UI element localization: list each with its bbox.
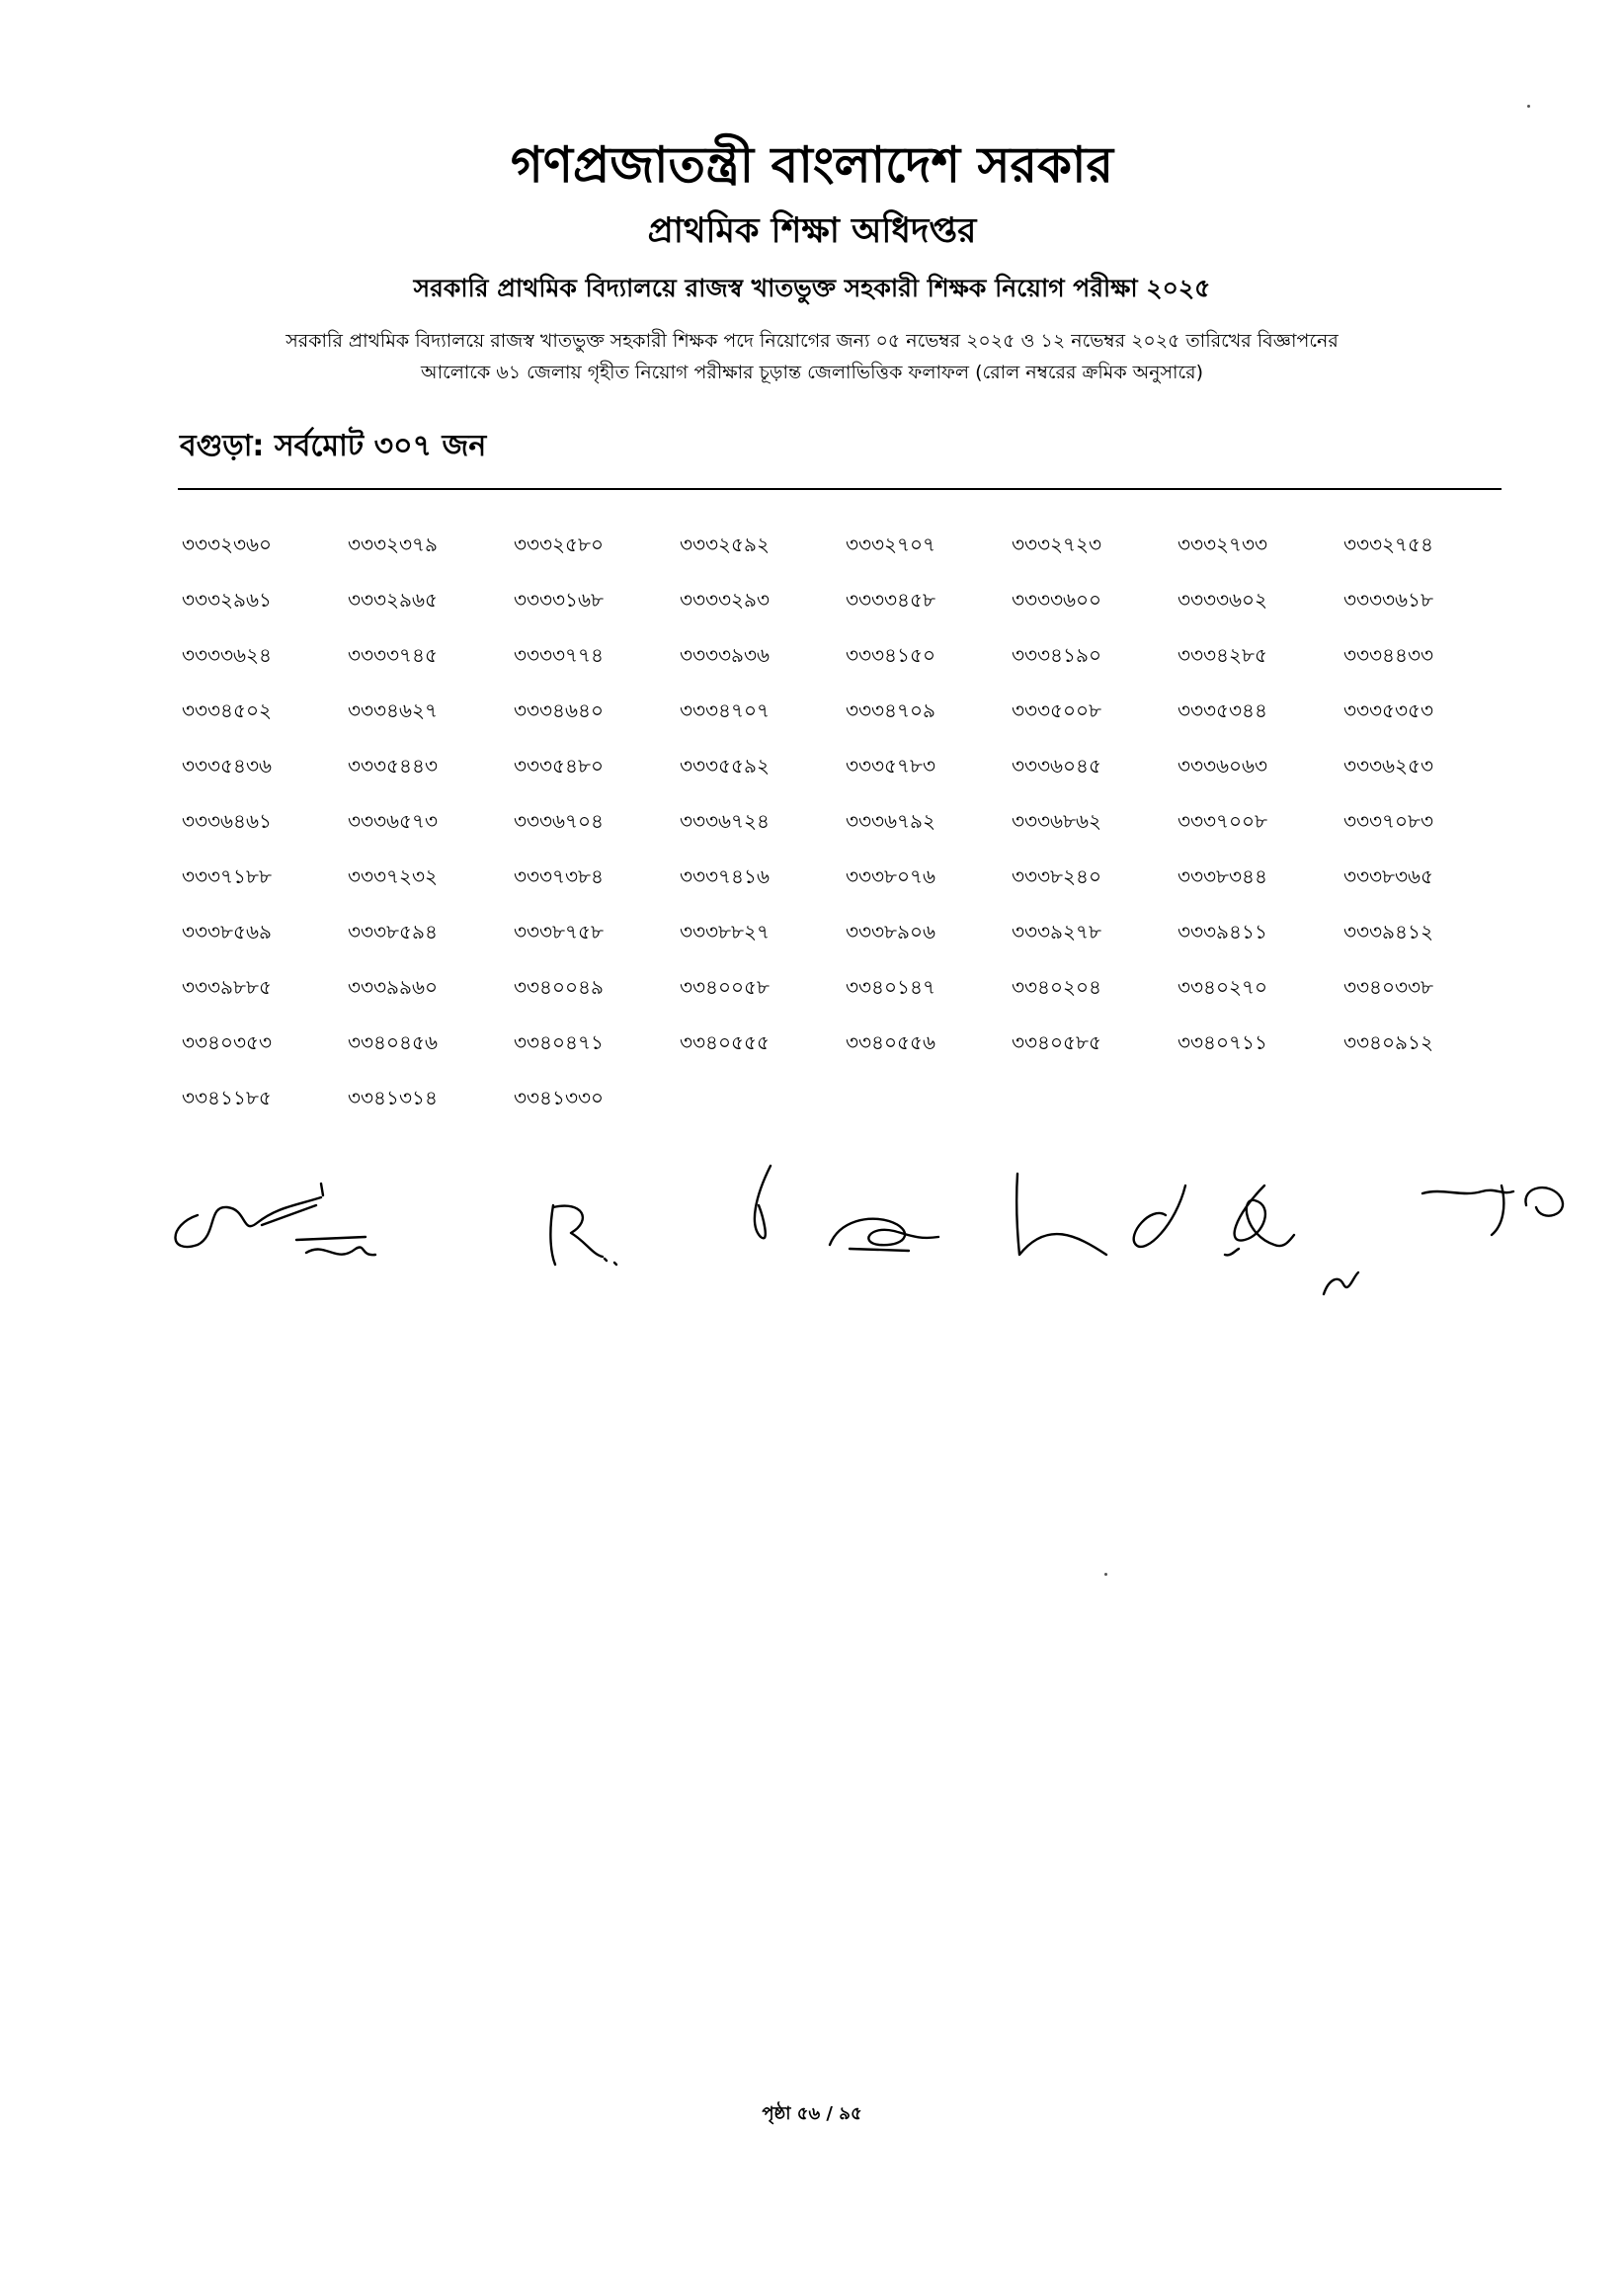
result-description-line-1: সরকারি প্রাথমিক বিদ্যালয়ে রাজস্ব খাতভুক্ত সহকারী শিক্ষক পদে নিয়োগের জন্য ০৫ নভেম্বর ২০২৫ ও ১২ নভেম্বর ২০২৫ তারিখের বিজ্ঞাপনের	[285, 330, 1339, 352]
roll-number: ৩৩৩৬০৬৩	[1177, 754, 1268, 778]
roll-number: ৩৩৩৮৭৫৮	[514, 920, 604, 943]
roll-number: ৩৩৩৩৬০০	[1012, 588, 1102, 612]
roll-number: ৩৩৩৩২৯৩	[680, 588, 771, 612]
roll-number: ৩৩৩৮৯০৬	[846, 920, 935, 943]
roll-number: ৩৩৩৩৬১৮	[1343, 588, 1433, 612]
roll-number: ৩৩৩৪১৫০	[846, 643, 935, 667]
roll-number: ৩৩৩৫৪৪৩	[348, 754, 438, 778]
district-heading: বগুড়া: সর্বমোট ৩০৭ জন	[180, 429, 487, 463]
roll-number: ৩৩৩২৭২৩	[1012, 533, 1102, 556]
roll-number: ৩৩৩২৫৯২	[680, 533, 770, 556]
roll-number: ৩৩৩৯২৭৮	[1012, 920, 1101, 943]
roll-number: ৩৩৩৩৯৩৬	[680, 643, 771, 667]
roll-number: ৩৩৩৬৭৯২	[846, 809, 936, 833]
roll-number: ৩৩৩৪২৮৫	[1177, 643, 1267, 667]
roll-number: ৩৩৩৬০৪৫	[1012, 754, 1101, 778]
roll-number: ৩৩৩৫৩৫৩	[1343, 698, 1433, 722]
roll-number: ৩৩৩৮৫৯৪	[348, 920, 438, 943]
roll-number: ৩৩৩৮৫৬৯	[182, 920, 272, 943]
roll-number: ৩৩৩৯৪১২	[1343, 920, 1433, 943]
roll-number: ৩৩৩৪৭০৯	[846, 698, 935, 722]
signature-3	[755, 1166, 938, 1251]
roll-number: ৩৩৩৭৩৮৪	[514, 864, 604, 888]
roll-number: ৩৩৩৪৪৩৩	[1343, 643, 1433, 667]
exam-title: সরকারি প্রাথমিক বিদ্যালয়ে রাজস্ব খাতভুক্ত সহকারী শিক্ষক নিয়োগ পরীক্ষা ২০২৫	[413, 274, 1211, 302]
roll-number: ৩৩৪০৭১১	[1177, 1030, 1267, 1054]
roll-number: ৩৩৩৮২৪০	[1012, 864, 1101, 888]
scan-speck	[1527, 105, 1530, 108]
roll-number: ৩৩৩২৯৬৫	[348, 588, 438, 612]
roll-number: ৩৩৩২৩৭৯	[348, 533, 439, 556]
roll-number: ৩৩৩৭০৮৩	[1343, 809, 1434, 833]
signatures-block	[158, 1146, 1600, 1314]
roll-number: ৩৩৩৬২৫৩	[1343, 754, 1434, 778]
result-description-line-2: আলোকে ৬১ জেলায় গৃহীত নিয়োগ পরীক্ষার চূড়ান্ত জেলাভিত্তিক ফলাফল (রোল নম্বরের ক্রমিক অনুসারে)	[420, 362, 1204, 383]
roll-number: ৩৩৩৩৪৫৮	[846, 588, 935, 612]
roll-number: ৩৩৪১৩১৪	[348, 1086, 438, 1109]
roll-number: ৩৩৩৬৪৬১	[182, 809, 272, 833]
signature-5	[1422, 1186, 1563, 1235]
roll-number: ৩৩৩৮৩৬৫	[1343, 864, 1433, 888]
roll-number: ৩৩৩৩৭৪৫	[348, 643, 438, 667]
roll-number: ৩৩৩২৯৬১	[182, 588, 272, 612]
page-number: পৃষ্ঠা ৫৬ / ৯৫	[762, 2103, 862, 2124]
roll-number: ৩৩৪০৫৫৫	[680, 1030, 770, 1054]
roll-number: ৩৩৩৩৬০২	[1177, 588, 1268, 612]
roll-number: ৩৩৩৬৮৬২	[1012, 809, 1102, 833]
roll-number: ৩৩৩৭১৮৮	[182, 864, 272, 888]
roll-number: ৩৩৩৪৫০২	[182, 698, 272, 722]
roll-number: ৩৩৩২৭৫৪	[1343, 533, 1433, 556]
scan-speck	[1104, 1573, 1107, 1576]
roll-number: ৩৩৩৯৮৮৫	[182, 975, 272, 999]
roll-number: ৩৩৩২৭০৭	[846, 533, 936, 556]
roll-number: ৩৩৩৫৪৮০	[514, 754, 604, 778]
roll-number: ৩৩৩৯৯৬০	[348, 975, 438, 999]
roll-number: ৩৩৩৭০০৮	[1177, 809, 1268, 833]
roll-number: ৩৩৩৭৪১৬	[680, 864, 770, 888]
roll-number: ৩৩৩৪৬৪০	[514, 698, 604, 722]
signature-4	[1016, 1174, 1358, 1294]
roll-number: ৩৩৩৮০৭৬	[846, 864, 936, 888]
roll-number: ৩৩৩৫৫৯২	[680, 754, 770, 778]
roll-number: ৩৩৩৫৪৩৬	[182, 754, 272, 778]
roll-number: ৩৩৩৪১৯০	[1012, 643, 1101, 667]
roll-number: ৩৩৩৬৭২৪	[680, 809, 771, 833]
roll-number: ৩৩৪০০৫৮	[680, 975, 770, 999]
roll-number: ৩৩৩২৭৩৩	[1177, 533, 1268, 556]
roll-number: ৩৩৩৪৬২৭	[348, 698, 439, 722]
roll-number: ৩৩৪০২৭০	[1177, 975, 1268, 999]
roll-number: ৩৩৪০১৪৭	[846, 975, 935, 999]
roll-number: ৩৩৩২৩৬০	[182, 533, 273, 556]
roll-number: ৩৩৩৬৭০৪	[514, 809, 605, 833]
roll-number: ৩৩৪০৫৫৬	[846, 1030, 935, 1054]
roll-number: ৩৩৪০২০৪	[1012, 975, 1101, 999]
signature-1	[176, 1184, 376, 1255]
roll-number: ৩৩৪০৪৫৬	[348, 1030, 438, 1054]
roll-number: ৩৩৪০৩৩৮	[1343, 975, 1433, 999]
roll-number: ৩৩৪০৫৮৫	[1012, 1030, 1101, 1054]
roll-number: ৩৩৪০৯১২	[1343, 1030, 1433, 1054]
roll-number: ৩৩৪০০৪৯	[514, 975, 604, 999]
roll-number: ৩৩৩৬৫৭৩	[348, 809, 439, 833]
roll-number: ৩৩৩২৫৮০	[514, 533, 604, 556]
roll-number: ৩৩৪০৪৭১	[514, 1030, 604, 1054]
government-title: গণপ্রজাতন্ত্রী বাংলাদেশ সরকার	[511, 136, 1113, 194]
roll-number: ৩৩৩৫৩৪৪	[1177, 698, 1267, 722]
roll-number: ৩৩৩৩৬২৪	[182, 643, 273, 667]
roll-number: ৩৩৩৯৪১১	[1177, 920, 1267, 943]
roll-number: ৩৩৩৩৭৭৪	[514, 643, 605, 667]
roll-number: ৩৩৩৭২৩২	[348, 864, 439, 888]
heading-divider	[178, 488, 1502, 490]
roll-number: ৩৩৩৮৮২৭	[680, 920, 770, 943]
roll-number: ৩৩৪১৩৩০	[514, 1086, 604, 1109]
signature-2	[550, 1205, 616, 1265]
roll-number: ৩৩৩৫৭৮৩	[846, 754, 935, 778]
roll-number: ৩৩৩৫০০৮	[1012, 698, 1101, 722]
roll-number: ৩৩৪০৩৫৩	[182, 1030, 272, 1054]
roll-number-grid	[182, 530, 1525, 1138]
roll-number: ৩৩৩৮৩৪৪	[1177, 864, 1267, 888]
roll-number: ৩৩৩৪৭০৭	[680, 698, 771, 722]
roll-number: ৩৩৪১১৮৫	[182, 1086, 272, 1109]
department-title: প্রাথমিক শিক্ষা অধিদপ্তর	[647, 211, 977, 251]
roll-number: ৩৩৩৩১৬৮	[514, 588, 604, 612]
